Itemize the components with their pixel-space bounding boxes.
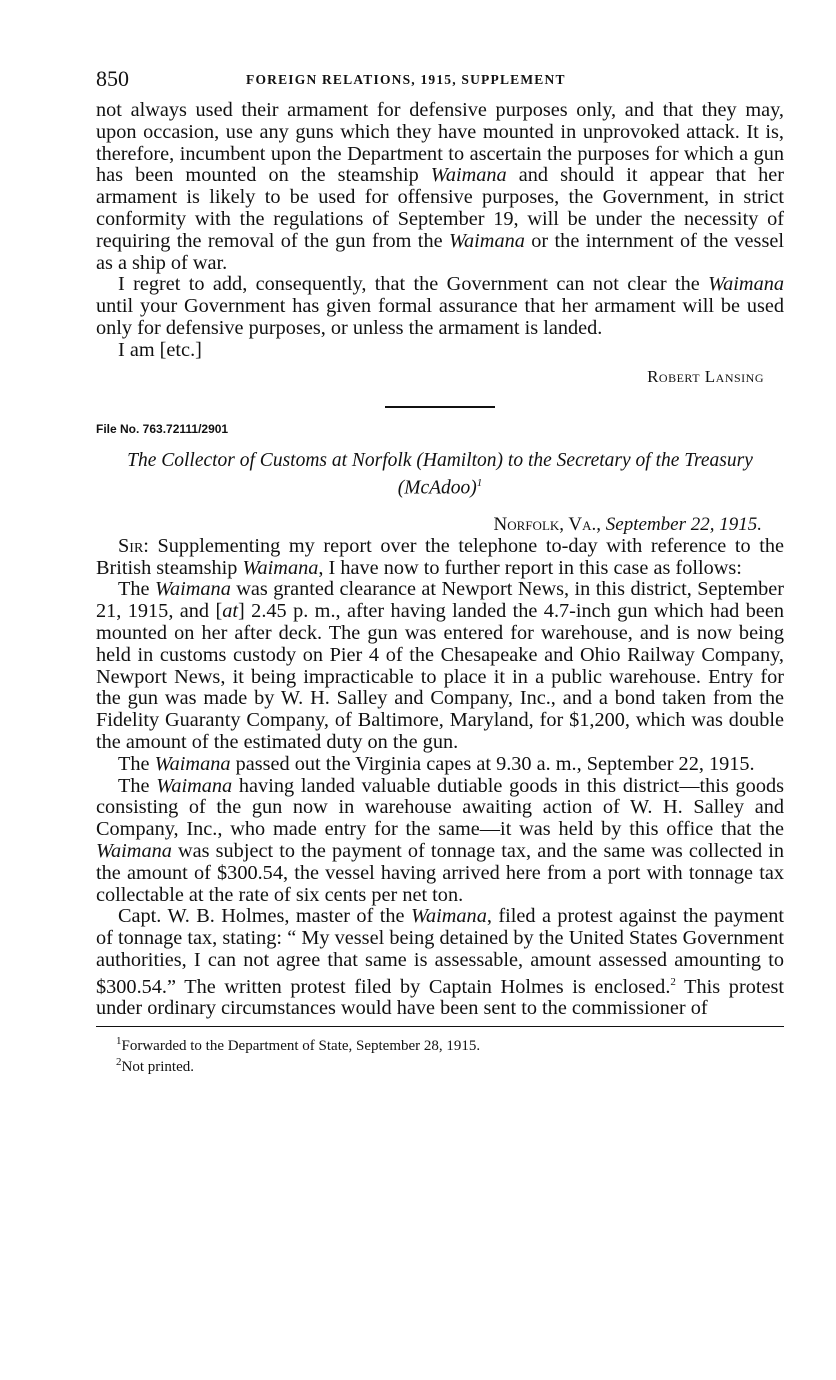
salutation-continuation: : Supplementing my report over the telephone to-day with reference to the British steamship Waimana, I have now to further report in this case as follows:: [96, 534, 784, 579]
footnote-text: Not printed.: [121, 1059, 194, 1076]
dateline-date: September 22, 1915.: [605, 513, 762, 535]
letter-one-paragraph: I regret to add, consequently, that the Government can not clear the Waimana until your Government has given formal assurance that her armament will be used only for defensive purposes, or unless the armament is landed.: [96, 273, 784, 339]
running-head: [96, 66, 784, 100]
dateline: [96, 514, 784, 536]
report-paragraph: The Waimana was granted clearance at Newport News, in this district, September 21, 1915, and [at] 2.45 p. m., after having landed the 4.7-inch gun which had been mounted on her after deck. The gun was entered for warehouse, and is now being held in customs custody on Pier 4 of the Chesapeake and Ohio Railway Company, Newport News, it being impracticable to place it in a public warehouse. Entry for the gun was made by W. H. Salley and Company, Inc., and a bond taken from the Fidelity Guaranty Company, of Baltimore, Maryland, for $1,200, which was double the amount of the estimated duty on the gun.: [96, 578, 784, 754]
letter-one-paragraph: not always used their armament for defensive purposes only, and that they may, upon occasion, use any guns which they have mounted in unprovoked attack. It is, therefore, incumbent upon the Department to ascertain the purposes for which a gun has been mounted on the steamship Waimana and should it appear that her armament is likely to be used for offensive purposes, the Government, in strict conformity with the regulations of September 19, will be under the necessity of requiring the removal of the gun from the Waimana or the internment of the vessel as a ship of war.: [96, 99, 784, 274]
file-number: File No. 763.72111/2901: [96, 422, 229, 437]
salutation: Sir: [118, 534, 144, 557]
report-body: [96, 536, 784, 1020]
section-divider: [385, 406, 495, 408]
signature: Robert Lansing: [647, 366, 764, 386]
page-number: 850: [96, 66, 129, 91]
footnote-rule: [96, 1026, 784, 1027]
report-paragraph: [96, 536, 784, 580]
running-title: FOREIGN RELATIONS, 1915, SUPPLEMENT: [246, 72, 566, 87]
report-paragraph: Capt. W. B. Holmes, master of the Waimana, filed a protest against the payment of tonnage tax, stating: “ My vessel being detained by the United States Government authorities, I can not agree that same is assessable, amount assessed amounting to $300.54.” The written protest filed by Captain Holmes is enclosed.$^2$ This protest under ordinary circumstances would have been sent to the commissioner of: [96, 905, 785, 1020]
footnote-mark: 2: [116, 1056, 122, 1069]
footnote: [116, 1033, 784, 1054]
letter-one-closing: I am [etc.]: [118, 338, 202, 361]
report-paragraph: The Waimana passed out the Virginia capes at 9.30 a. m., September 22, 1915.: [118, 752, 755, 775]
document-title: The Collector of Customs at Norfolk (Hamilton) to the Secretary of the Treasury (McAdoo)$^1$: [127, 450, 753, 499]
report-paragraph: The Waimana having landed valuable dutiable goods in this district—this goods consisting of the gun now in warehouse awaiting action of W. H. Salley and Company, Inc., who made entry for the same—it was held by this office that the Waimana was subject to the payment of tonnage tax, and the same was collected in the amount of $300.54, the vessel having arrived here from a port with tonnage tax collectable at the rate of six cents per net ton.: [96, 774, 784, 906]
footnote: [116, 1054, 784, 1075]
footnote-mark: 1: [116, 1035, 122, 1048]
letter-one: [96, 100, 784, 387]
footnotes: [96, 1033, 784, 1075]
dateline-place: Norfolk, Va.,: [493, 513, 602, 535]
document-page: [96, 66, 784, 1075]
footnote-text: Forwarded to the Department of State, September 28, 1915.: [121, 1038, 481, 1055]
